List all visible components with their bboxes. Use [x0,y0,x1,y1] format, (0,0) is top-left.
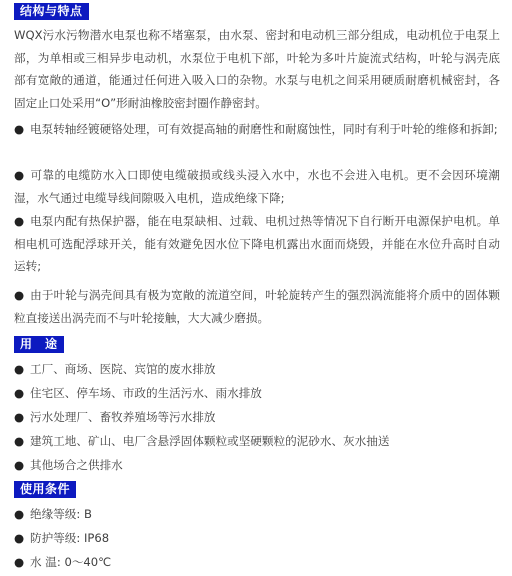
structure-intro-paragraph: WQX污水污物潜水电泵也称不堵塞泵，由水泵、密封和电动机三部分组成，电动机位于电泵上部，为单相或三相异步电动机，水泵位于电机下部，叶轮为多叶片旋流式结构，叶轮与涡壳底部有宽敞的通道，能通过任何进入吸入口的杂物。水泵与电机之间采用硬质耐磨机械密封，各固定止口处采用“O”形耐油橡胶密封圈作静密封。 [14,28,500,110]
usage-item-text: 建筑工地、矿山、电厂含悬浮固体颗粒或坚硬颗粒的泥砂水、灰水抽送 [30,434,390,448]
bullet-icon: ● [14,386,25,400]
usage-item [14,406,500,428]
structure-point [14,164,500,209]
section-heading-usage: 用 途 [14,336,64,353]
bullet-icon: ● [14,555,25,569]
usage-item [14,454,500,476]
usage-item [14,382,500,404]
bullet-icon: ● [14,434,25,448]
condition-item-text: 绝缘等级: B [30,507,92,521]
bullet-icon: ● [14,122,25,136]
condition-item [14,527,500,549]
structure-point [14,284,500,329]
section-heading-conditions: 使用条件 [14,481,76,498]
structure-point-text: 电泵转轴经镀硬铬处理，可有效提高轴的耐磨性和耐腐蚀性，同时有利于叶轮的维修和拆卸; [30,122,498,136]
bullet-icon: ● [14,362,25,376]
section-heading-structure: 结构与特点 [14,3,89,20]
usage-item-text: 污水处理厂、畜牧养殖场等污水排放 [30,410,216,424]
condition-item-text: 水 温: 0～40℃ [30,555,112,569]
condition-item [14,503,500,525]
structure-point [14,118,500,141]
usage-item [14,430,500,452]
usage-item-text: 其他场合之供排水 [30,458,123,472]
bullet-icon: ● [14,458,25,472]
bullet-icon: ● [14,410,25,424]
structure-point [14,210,500,278]
bullet-icon: ● [14,168,25,182]
structure-point-text: 由于叶轮与涡壳间具有极为宽敞的流道空间，叶轮旋转产生的强烈涡流能将介质中的固体颗粒直接送出涡壳而不与叶轮接触，大大减少磨损。 [14,288,500,325]
structure-point-text: 电泵内配有热保护器，能在电泵缺相、过载、电机过热等情况下自行断开电源保护电机。单相电机可选配浮球开关，能有效避免因水位下降电机露出水面而烧毁，并能在水位升高时自动运转; [14,214,500,274]
usage-item [14,358,500,380]
bullet-icon: ● [14,214,25,228]
structure-point-text: 可靠的电缆防水入口即使电缆破损或线头浸入水中，水也不会进入电机。更不会因环境潮湿，水气通过电缆导线间隙吸入电机，造成绝缘下降; [14,168,500,205]
condition-item [14,551,500,573]
bullet-icon: ● [14,531,25,545]
usage-item-text: 工厂、商场、医院、宾馆的废水排放 [30,362,216,376]
condition-item-text: 防护等级: IP68 [30,531,110,545]
bullet-icon: ● [14,288,25,302]
usage-item-text: 住宅区、停车场、市政的生活污水、雨水排放 [30,386,262,400]
bullet-icon: ● [14,507,25,521]
